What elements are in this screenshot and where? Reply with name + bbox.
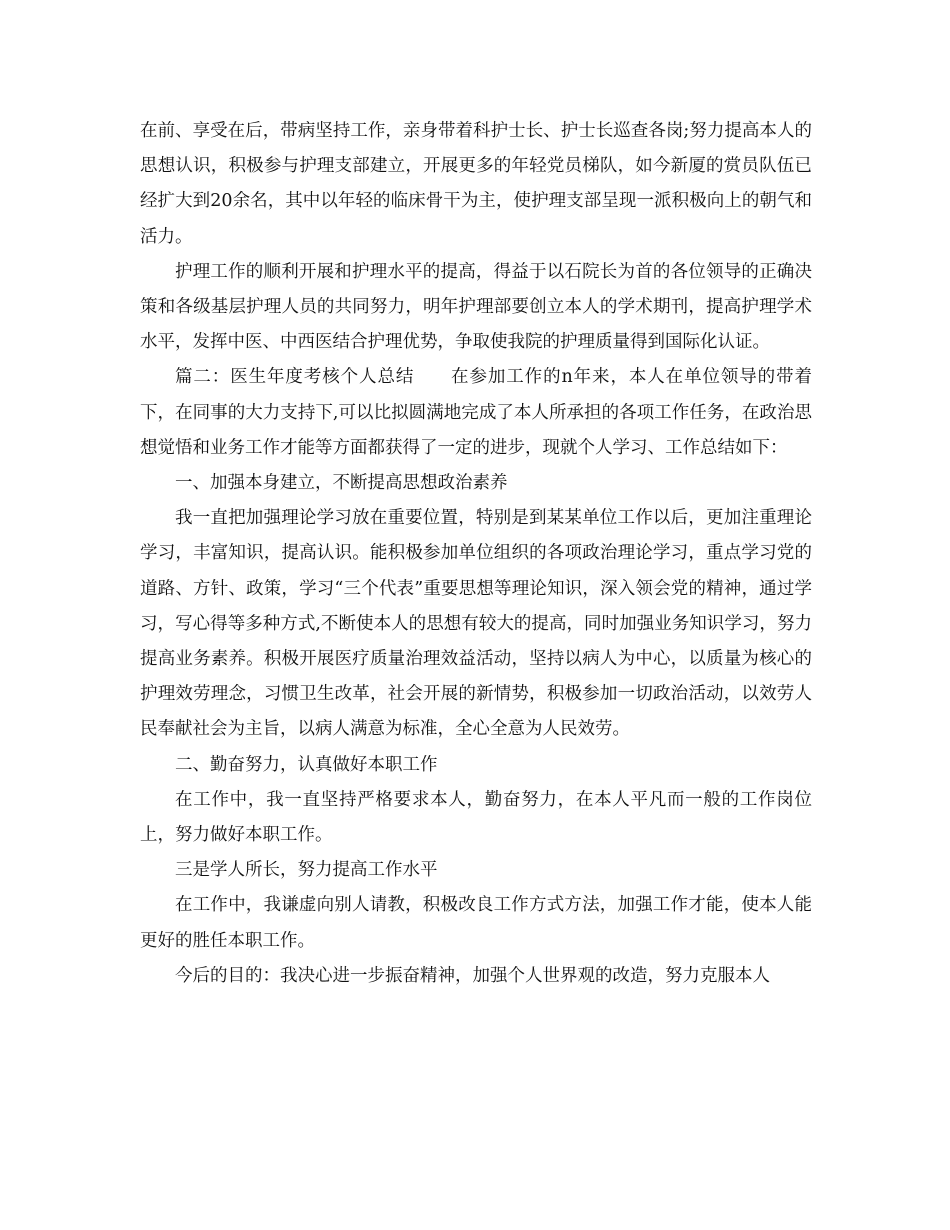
document-body: [140, 114, 812, 994]
paragraph-1: 在前、享受在后，带病坚持工作，亲身带着科护士长、护士长巡查各岗;努力提高本人的思想认识，积极参与护理支部建立，开展更多的年轻党员梯队，如今新厦的赏员队伍已经扩大到20余名，其中以年轻的临床骨干为主，使护理支部呈现一派积极向上的朝气和活力。: [140, 121, 812, 247]
paragraph-6: 在工作中，我谦虚向别人请教，积极改良工作方式方法，加强工作才能，使本人能更好的胜任本职工作。: [140, 895, 812, 951]
paragraph-2: 护理工作的顺利开展和护理水平的提高，得益于以石院长为首的各位领导的正确决策和各级基层护理人员的共同努力，明年护理部要创立本人的学术期刊，提高护理学术水平，发挥中医、中西医结合护理优势，争取使我院的护理质量得到国际化认证。: [140, 261, 812, 353]
section-heading-3: 三是学人所长，努力提高工作水平: [175, 860, 438, 881]
paragraph-3: 篇二：医生年度考核个人总结 在参加工作的n年来，本人在单位领导的带着下，在同事的大力支持下,可以比拟圆满地完成了本人所承担的各项工作任务，在政治思想觉悟和业务工作才能等方面都获得了一定的进步，现就个人学习、工作总结如下：: [140, 367, 812, 458]
paragraph-4: 我一直把加强理论学习放在重要位置，特别是到某某单位工作以后，更加注重理论学习，丰富知识，提高认识。能积极参加单位组织的各项政治理论学习，重点学习党的道路、方针、政策，学习“三个代表”重要思想等理论知识，深入领会党的精神，通过学习，写心得等多种方式,不断使本人的思想有较大的提高，同时加强业务知识学习，努力提高业务素养。积极开展医疗质量治理效益活动，坚持以病人为中心，以质量为核心的护理效劳理念，习惯卫生改革，社会开展的新情势，积极参加一切政治活动，以效劳人民奉献社会为主旨，以病人满意为标准，全心全意为人民效劳。: [140, 508, 812, 740]
section-heading-1: 一、加强本身建立，不断提高思想政治素养: [175, 473, 508, 494]
section-heading-2: 二、勤奋努力，认真做好本职工作: [175, 754, 438, 775]
paragraph-7: 今后的目的：我决心进一步振奋精神，加强个人世界观的改造，努力克服本人: [175, 965, 770, 986]
paragraph-5: 在工作中，我一直坚持严格要求本人，勤奋努力，在本人平凡而一般的工作岗位上，努力做好本职工作。: [140, 789, 812, 846]
